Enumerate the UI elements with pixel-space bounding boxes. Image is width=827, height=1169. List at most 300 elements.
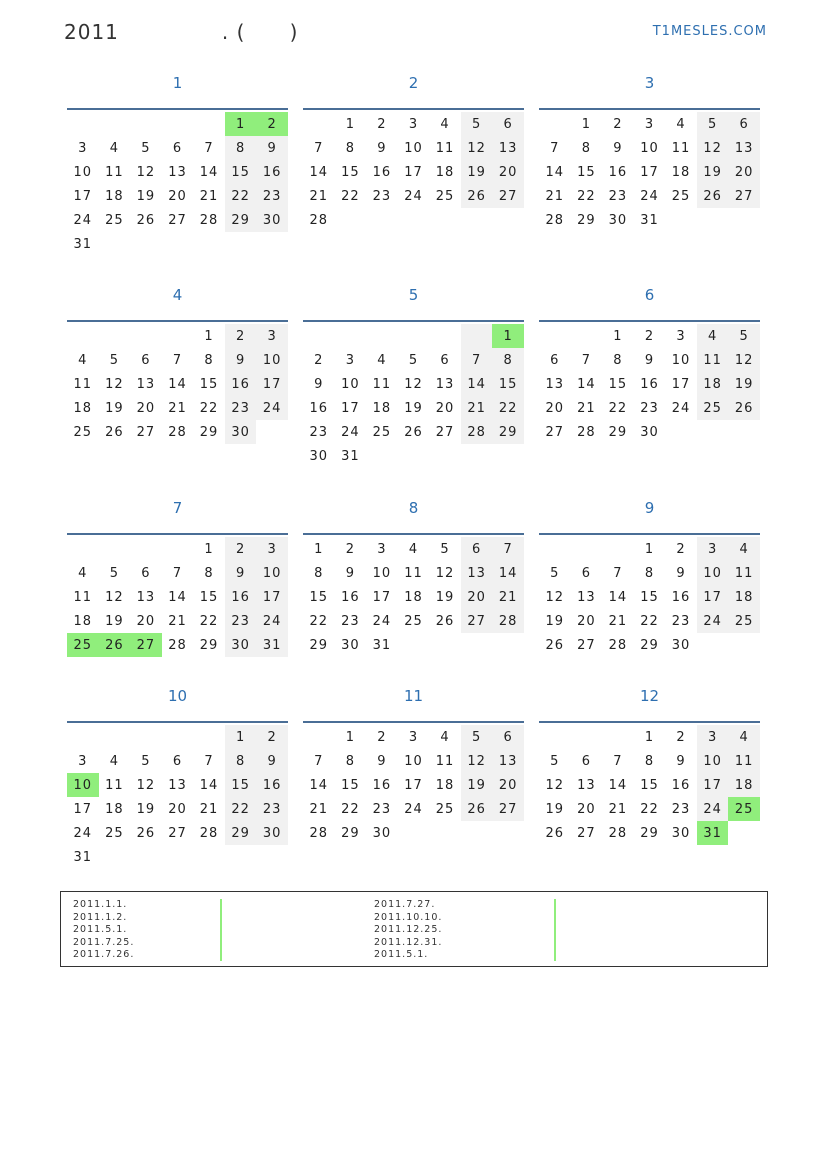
day-cell[interactable]: 23 (608, 188, 628, 204)
day-cell[interactable]: 24 (697, 797, 729, 821)
day-cell[interactable]: 30 (372, 825, 392, 841)
day-cell[interactable]: 18 (435, 164, 455, 180)
day-cell[interactable]: 25 (697, 396, 729, 420)
day-cell[interactable]: 29 (199, 424, 219, 440)
day-cell[interactable]: 17 (697, 773, 729, 797)
day-cell[interactable]: 27 (545, 424, 565, 440)
day-cell[interactable]: 11 (435, 753, 455, 769)
day-cell[interactable]: 7 (550, 140, 560, 156)
day-cell[interactable]: 31 (341, 448, 360, 464)
day-cell[interactable]: 7 (492, 537, 524, 561)
day-cell[interactable]: 13 (492, 136, 524, 160)
day-cell[interactable]: 14 (199, 777, 219, 793)
day-cell[interactable]: 8 (225, 749, 257, 773)
day-cell[interactable]: 7 (613, 753, 623, 769)
day-cell[interactable]: 24 (671, 400, 691, 416)
day-cell[interactable]: 31 (372, 637, 392, 653)
day-cell[interactable]: 6 (172, 140, 183, 156)
day-cell[interactable]: 12 (105, 376, 124, 392)
day-cell[interactable]: 24 (404, 188, 423, 204)
day-cell[interactable]: 4 (728, 537, 760, 561)
day-cell[interactable]: 18 (73, 613, 93, 629)
day-cell[interactable]: 30 (671, 825, 691, 841)
day-cell[interactable]: 15 (577, 164, 596, 180)
day-cell[interactable]: 4 (728, 725, 760, 749)
day-cell[interactable]: 23 (256, 797, 288, 821)
day-cell[interactable]: 19 (545, 801, 565, 817)
day-cell[interactable]: 8 (644, 565, 655, 581)
day-cell[interactable]: 11 (728, 749, 760, 773)
day-cell[interactable]: 25 (105, 212, 124, 228)
day-cell[interactable]: 2 (377, 729, 387, 745)
day-cell[interactable]: 28 (608, 637, 628, 653)
day-cell[interactable]: 27 (435, 424, 455, 440)
day-cell[interactable]: 18 (105, 801, 124, 817)
day-cell[interactable]: 7 (314, 140, 324, 156)
day-cell[interactable]: 7 (172, 352, 183, 368)
day-cell[interactable]: 9 (676, 753, 686, 769)
day-cell[interactable]: 6 (492, 725, 524, 749)
day-cell[interactable]: 4 (109, 753, 119, 769)
day-cell[interactable]: 24 (404, 801, 423, 817)
day-cell[interactable]: 23 (372, 801, 392, 817)
day-cell[interactable]: 21 (492, 585, 524, 609)
day-cell[interactable]: 25 (105, 825, 124, 841)
day-cell[interactable]: 17 (404, 777, 423, 793)
day-cell[interactable]: 10 (67, 773, 99, 797)
day-cell[interactable]: 25 (73, 424, 93, 440)
day-cell[interactable]: 12 (404, 376, 423, 392)
day-cell[interactable]: 27 (577, 637, 596, 653)
day-cell[interactable]: 13 (577, 777, 596, 793)
day-cell[interactable]: 10 (256, 561, 288, 585)
day-cell[interactable]: 23 (309, 424, 329, 440)
day-cell[interactable]: 5 (141, 753, 151, 769)
day-cell[interactable]: 25 (404, 613, 423, 629)
day-cell[interactable]: 16 (256, 773, 288, 797)
day-cell[interactable]: 14 (309, 777, 329, 793)
day-cell[interactable]: 29 (341, 825, 360, 841)
day-cell[interactable]: 19 (435, 589, 455, 605)
day-cell[interactable]: 1 (314, 541, 324, 557)
day-cell[interactable]: 13 (492, 749, 524, 773)
day-cell[interactable]: 11 (105, 777, 124, 793)
day-cell[interactable]: 12 (435, 565, 455, 581)
day-cell[interactable]: 7 (204, 753, 214, 769)
day-cell[interactable]: 14 (492, 561, 524, 585)
day-cell[interactable]: 3 (345, 352, 355, 368)
day-cell[interactable]: 9 (644, 352, 655, 368)
day-cell[interactable]: 10 (404, 140, 423, 156)
day-cell[interactable]: 23 (671, 613, 691, 629)
day-cell[interactable]: 31 (640, 212, 659, 228)
day-cell[interactable]: 17 (73, 801, 93, 817)
day-cell[interactable]: 4 (697, 324, 729, 348)
day-cell[interactable]: 17 (256, 585, 288, 609)
day-cell[interactable]: 15 (640, 589, 659, 605)
day-cell[interactable]: 5 (440, 541, 450, 557)
day-cell[interactable]: 28 (492, 609, 524, 633)
day-cell[interactable]: 9 (676, 565, 686, 581)
day-cell[interactable]: 23 (671, 801, 691, 817)
day-cell[interactable]: 4 (78, 352, 88, 368)
day-cell[interactable]: 4 (408, 541, 419, 557)
day-cell[interactable]: 13 (728, 136, 760, 160)
day-cell[interactable]: 30 (225, 633, 257, 657)
day-cell[interactable]: 30 (341, 637, 360, 653)
day-cell[interactable]: 17 (341, 400, 360, 416)
day-cell[interactable]: 9 (225, 348, 257, 372)
day-cell[interactable]: 1 (345, 729, 355, 745)
day-cell[interactable]: 19 (136, 801, 156, 817)
day-cell[interactable]: 31 (697, 821, 729, 845)
day-cell[interactable]: 6 (581, 565, 591, 581)
day-cell[interactable]: 2 (256, 725, 288, 749)
day-cell[interactable]: 13 (461, 561, 493, 585)
day-cell[interactable]: 26 (545, 637, 565, 653)
day-cell[interactable]: 11 (73, 376, 93, 392)
day-cell[interactable]: 16 (256, 160, 288, 184)
day-cell[interactable]: 21 (168, 400, 187, 416)
day-cell[interactable]: 12 (461, 749, 493, 773)
day-cell[interactable]: 1 (204, 328, 214, 344)
day-cell[interactable]: 9 (345, 565, 355, 581)
day-cell[interactable]: 13 (577, 589, 596, 605)
day-cell[interactable]: 15 (640, 777, 659, 793)
day-cell[interactable]: 2 (256, 112, 288, 136)
day-cell[interactable]: 30 (640, 424, 659, 440)
day-cell[interactable]: 27 (168, 212, 187, 228)
day-cell[interactable]: 23 (225, 396, 257, 420)
day-cell[interactable]: 24 (341, 424, 360, 440)
day-cell[interactable]: 8 (613, 352, 623, 368)
day-cell[interactable]: 17 (73, 188, 93, 204)
day-cell[interactable]: 26 (105, 424, 124, 440)
day-cell[interactable]: 21 (199, 188, 219, 204)
day-cell[interactable]: 5 (550, 565, 560, 581)
day-cell[interactable]: 20 (728, 160, 760, 184)
day-cell[interactable]: 8 (204, 565, 214, 581)
day-cell[interactable]: 6 (581, 753, 591, 769)
day-cell[interactable]: 26 (435, 613, 455, 629)
day-cell[interactable]: 28 (199, 825, 219, 841)
day-cell[interactable]: 18 (671, 164, 691, 180)
day-cell[interactable]: 11 (105, 164, 124, 180)
day-cell[interactable]: 29 (640, 637, 659, 653)
day-cell[interactable]: 18 (435, 777, 455, 793)
day-cell[interactable]: 9 (225, 561, 257, 585)
day-cell[interactable]: 5 (109, 565, 119, 581)
day-cell[interactable]: 5 (550, 753, 560, 769)
day-cell[interactable]: 12 (545, 777, 565, 793)
day-cell[interactable]: 18 (728, 773, 760, 797)
day-cell[interactable]: 20 (545, 400, 565, 416)
day-cell[interactable]: 10 (404, 753, 423, 769)
day-cell[interactable]: 19 (105, 400, 124, 416)
day-cell[interactable]: 13 (136, 589, 156, 605)
day-cell[interactable]: 20 (136, 400, 156, 416)
day-cell[interactable]: 20 (168, 188, 187, 204)
day-cell[interactable]: 30 (256, 821, 288, 845)
day-cell[interactable]: 19 (697, 160, 729, 184)
day-cell[interactable]: 30 (671, 637, 691, 653)
day-cell[interactable]: 9 (314, 376, 324, 392)
day-cell[interactable]: 14 (608, 777, 628, 793)
day-cell[interactable]: 20 (492, 160, 524, 184)
day-cell[interactable]: 6 (492, 112, 524, 136)
day-cell[interactable]: 19 (461, 773, 493, 797)
day-cell[interactable]: 30 (225, 420, 257, 444)
day-cell[interactable]: 15 (225, 773, 257, 797)
day-cell[interactable]: 15 (492, 372, 524, 396)
day-cell[interactable]: 24 (73, 825, 93, 841)
day-cell[interactable]: 13 (168, 777, 187, 793)
day-cell[interactable]: 26 (461, 184, 493, 208)
day-cell[interactable]: 3 (78, 753, 88, 769)
day-cell[interactable]: 2 (314, 352, 324, 368)
day-cell[interactable]: 8 (345, 753, 355, 769)
day-cell[interactable]: 28 (577, 424, 596, 440)
day-cell[interactable]: 2 (345, 541, 355, 557)
day-cell[interactable]: 28 (545, 212, 565, 228)
day-cell[interactable]: 27 (728, 184, 760, 208)
day-cell[interactable]: 15 (225, 160, 257, 184)
day-cell[interactable]: 12 (728, 348, 760, 372)
day-cell[interactable]: 16 (372, 777, 392, 793)
day-cell[interactable]: 22 (640, 613, 659, 629)
day-cell[interactable]: 27 (461, 609, 493, 633)
day-cell[interactable]: 13 (545, 376, 565, 392)
day-cell[interactable]: 25 (67, 633, 99, 657)
day-cell[interactable]: 27 (577, 825, 596, 841)
day-cell[interactable]: 4 (109, 140, 119, 156)
day-cell[interactable]: 12 (136, 164, 156, 180)
day-cell[interactable]: 18 (728, 585, 760, 609)
day-cell[interactable]: 5 (461, 725, 493, 749)
day-cell[interactable]: 14 (608, 589, 628, 605)
day-cell[interactable]: 25 (372, 424, 392, 440)
day-cell[interactable]: 26 (728, 396, 760, 420)
day-cell[interactable]: 4 (676, 116, 686, 132)
day-cell[interactable]: 28 (309, 212, 329, 228)
day-cell[interactable]: 7 (204, 140, 214, 156)
day-cell[interactable]: 25 (728, 797, 760, 821)
day-cell[interactable]: 30 (256, 208, 288, 232)
day-cell[interactable]: 26 (404, 424, 423, 440)
day-cell[interactable]: 10 (73, 164, 93, 180)
day-cell[interactable]: 15 (341, 164, 360, 180)
day-cell[interactable]: 9 (256, 749, 288, 773)
day-cell[interactable]: 7 (581, 352, 591, 368)
day-cell[interactable]: 9 (613, 140, 623, 156)
day-cell[interactable]: 14 (545, 164, 565, 180)
day-cell[interactable]: 19 (461, 160, 493, 184)
day-cell[interactable]: 7 (314, 753, 324, 769)
day-cell[interactable]: 14 (168, 376, 187, 392)
day-cell[interactable]: 17 (671, 376, 691, 392)
day-cell[interactable]: 25 (435, 801, 455, 817)
day-cell[interactable]: 3 (78, 140, 88, 156)
day-cell[interactable]: 14 (309, 164, 329, 180)
day-cell[interactable]: 27 (492, 184, 524, 208)
day-cell[interactable]: 25 (728, 609, 760, 633)
day-cell[interactable]: 6 (141, 565, 151, 581)
day-cell[interactable]: 3 (676, 328, 686, 344)
day-cell[interactable]: 27 (130, 633, 162, 657)
day-cell[interactable]: 17 (640, 164, 659, 180)
day-cell[interactable]: 26 (545, 825, 565, 841)
day-cell[interactable]: 4 (440, 729, 450, 745)
day-cell[interactable]: 15 (309, 589, 329, 605)
day-cell[interactable]: 1 (492, 324, 524, 348)
day-cell[interactable]: 17 (372, 589, 392, 605)
day-cell[interactable]: 20 (492, 773, 524, 797)
day-cell[interactable]: 22 (492, 396, 524, 420)
day-cell[interactable]: 23 (640, 400, 659, 416)
day-cell[interactable]: 17 (404, 164, 423, 180)
day-cell[interactable]: 15 (199, 376, 219, 392)
day-cell[interactable]: 1 (225, 725, 257, 749)
day-cell[interactable]: 16 (608, 164, 628, 180)
day-cell[interactable]: 30 (309, 448, 329, 464)
day-cell[interactable]: 26 (697, 184, 729, 208)
day-cell[interactable]: 22 (341, 801, 360, 817)
day-cell[interactable]: 26 (136, 212, 156, 228)
day-cell[interactable]: 1 (581, 116, 591, 132)
day-cell[interactable]: 10 (341, 376, 360, 392)
day-cell[interactable]: 5 (109, 352, 119, 368)
day-cell[interactable]: 29 (199, 637, 219, 653)
day-cell[interactable]: 26 (99, 633, 131, 657)
day-cell[interactable]: 19 (136, 188, 156, 204)
day-cell[interactable]: 29 (225, 208, 257, 232)
day-cell[interactable]: 8 (204, 352, 214, 368)
day-cell[interactable]: 3 (408, 116, 419, 132)
day-cell[interactable]: 21 (545, 188, 565, 204)
day-cell[interactable]: 4 (377, 352, 387, 368)
day-cell[interactable]: 8 (644, 753, 655, 769)
day-cell[interactable]: 2 (613, 116, 623, 132)
day-cell[interactable]: 18 (73, 400, 93, 416)
day-cell[interactable]: 10 (640, 140, 659, 156)
day-cell[interactable]: 1 (345, 116, 355, 132)
day-cell[interactable]: 2 (676, 541, 686, 557)
day-cell[interactable]: 27 (136, 424, 156, 440)
day-cell[interactable]: 24 (256, 396, 288, 420)
day-cell[interactable]: 6 (550, 352, 560, 368)
day-cell[interactable]: 26 (461, 797, 493, 821)
day-cell[interactable]: 13 (435, 376, 455, 392)
day-cell[interactable]: 23 (225, 609, 257, 633)
day-cell[interactable]: 6 (728, 112, 760, 136)
day-cell[interactable]: 21 (608, 801, 628, 817)
day-cell[interactable]: 15 (199, 589, 219, 605)
day-cell[interactable]: 5 (408, 352, 419, 368)
day-cell[interactable]: 19 (105, 613, 124, 629)
day-cell[interactable]: 11 (73, 589, 93, 605)
day-cell[interactable]: 11 (435, 140, 455, 156)
day-cell[interactable]: 3 (256, 324, 288, 348)
day-cell[interactable]: 12 (461, 136, 493, 160)
day-cell[interactable]: 17 (697, 585, 729, 609)
day-cell[interactable]: 21 (309, 188, 329, 204)
day-cell[interactable]: 2 (676, 729, 686, 745)
day-cell[interactable]: 9 (377, 753, 387, 769)
day-cell[interactable]: 1 (644, 541, 655, 557)
day-cell[interactable]: 24 (697, 609, 729, 633)
brand-logo[interactable]: T1MESLES.COM (652, 24, 767, 39)
day-cell[interactable]: 9 (256, 136, 288, 160)
day-cell[interactable]: 23 (341, 613, 360, 629)
day-cell[interactable]: 14 (577, 376, 596, 392)
day-cell[interactable]: 25 (671, 188, 691, 204)
day-cell[interactable]: 24 (640, 188, 659, 204)
day-cell[interactable]: 26 (136, 825, 156, 841)
day-cell[interactable]: 8 (345, 140, 355, 156)
day-cell[interactable]: 24 (256, 609, 288, 633)
day-cell[interactable]: 3 (408, 729, 419, 745)
day-cell[interactable]: 19 (545, 613, 565, 629)
day-cell[interactable]: 29 (577, 212, 596, 228)
day-cell[interactable]: 28 (168, 424, 187, 440)
day-cell[interactable]: 4 (440, 116, 450, 132)
day-cell[interactable]: 12 (136, 777, 156, 793)
day-cell[interactable]: 23 (372, 188, 392, 204)
day-cell[interactable]: 25 (435, 188, 455, 204)
day-cell[interactable]: 16 (671, 589, 691, 605)
day-cell[interactable]: 31 (256, 633, 288, 657)
day-cell[interactable]: 27 (492, 797, 524, 821)
day-cell[interactable]: 29 (608, 424, 628, 440)
day-cell[interactable]: 2 (225, 537, 257, 561)
day-cell[interactable]: 22 (199, 400, 219, 416)
day-cell[interactable]: 29 (640, 825, 659, 841)
day-cell[interactable]: 16 (225, 585, 257, 609)
day-cell[interactable]: 5 (141, 140, 151, 156)
day-cell[interactable]: 8 (492, 348, 524, 372)
day-cell[interactable]: 31 (73, 849, 93, 865)
day-cell[interactable]: 15 (341, 777, 360, 793)
day-cell[interactable]: 22 (199, 613, 219, 629)
day-cell[interactable]: 18 (372, 400, 392, 416)
day-cell[interactable]: 24 (372, 613, 392, 629)
day-cell[interactable]: 20 (168, 801, 187, 817)
day-cell[interactable]: 16 (341, 589, 360, 605)
day-cell[interactable]: 5 (461, 112, 493, 136)
day-cell[interactable]: 19 (404, 400, 423, 416)
day-cell[interactable]: 16 (671, 777, 691, 793)
day-cell[interactable]: 29 (225, 821, 257, 845)
day-cell[interactable]: 30 (608, 212, 628, 228)
day-cell[interactable]: 21 (168, 613, 187, 629)
day-cell[interactable]: 2 (225, 324, 257, 348)
day-cell[interactable]: 29 (492, 420, 524, 444)
day-cell[interactable]: 7 (613, 565, 623, 581)
day-cell[interactable]: 3 (644, 116, 655, 132)
day-cell[interactable]: 21 (608, 613, 628, 629)
day-cell[interactable]: 10 (372, 565, 392, 581)
day-cell[interactable]: 10 (671, 352, 691, 368)
day-cell[interactable]: 16 (225, 372, 257, 396)
day-cell[interactable]: 28 (461, 420, 493, 444)
day-cell[interactable]: 14 (199, 164, 219, 180)
day-cell[interactable]: 6 (440, 352, 450, 368)
day-cell[interactable]: 20 (577, 613, 596, 629)
day-cell[interactable]: 8 (581, 140, 591, 156)
day-cell[interactable]: 11 (697, 348, 729, 372)
day-cell[interactable]: 16 (640, 376, 659, 392)
day-cell[interactable]: 31 (73, 236, 93, 252)
